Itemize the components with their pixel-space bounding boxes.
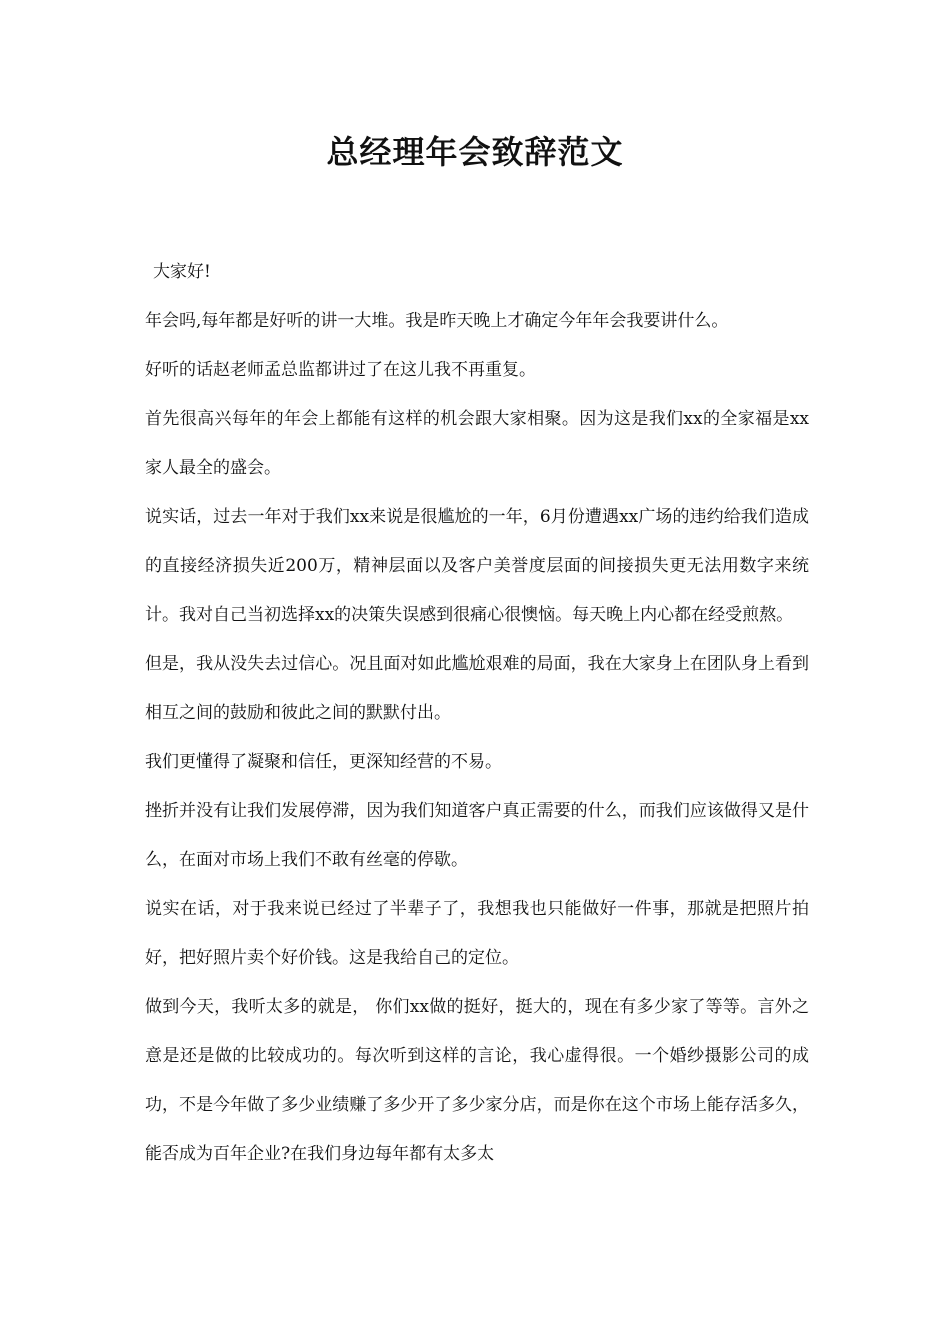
paragraph-1: 年会吗,每年都是好听的讲一大堆。我是昨天晚上才确定今年年会我要讲什么。: [145, 311, 729, 331]
paragraph-3: 首先很高兴每年的年会上都能有这样的机会跟大家相聚。因为这是我们xx的全家福是xx家人最全的盛会。: [145, 409, 809, 478]
paragraph-7: 挫折并没有让我们发展停滞，因为我们知道客户真正需要的什么，而我们应该做得又是什么，在面对市场上我们不敢有丝毫的停歇。: [145, 801, 809, 870]
paragraph-5: 但是，我从没失去过信心。况且面对如此尴尬艰难的局面，我在大家身上在团队身上看到相互之间的鼓励和彼此之间的默默付出。: [145, 654, 809, 723]
paragraph-2: 好听的话赵老师孟总监都讲过了在这儿我不再重复。: [145, 360, 536, 380]
document-body: [145, 248, 809, 1179]
paragraph-4: 说实话，过去一年对于我们xx来说是很尴尬的一年，6月份遭遇xx广场的违约给我们造成的直接经济损失近200万，精神层面以及客户美誉度层面的间接损失更无法用数字来统计。我对自己当初选择xx的决策失误感到很痛心很懊恼。每天晚上内心都在经受煎熬。: [145, 507, 809, 625]
paragraph-6: 我们更懂得了凝聚和信任，更深知经营的不易。: [145, 752, 502, 772]
document-title: 总经理年会致辞范文: [326, 133, 624, 171]
greeting: 大家好!: [153, 262, 211, 282]
paragraph-9: 做到今天，我听太多的就是， 你们xx做的挺好，挺大的，现在有多少家了等等。言外之意是还是做的比较成功的。每次听到这样的言论，我心虚得很。一个婚纱摄影公司的成功，不是今年做了多少业绩赚了多少开了多少家分店，而是你在这个市场上能存活多久，能否成为百年企业?在我们身边每年都有太多太: [145, 997, 809, 1164]
paragraph-8: 说实在话，对于我来说已经过了半辈子了，我想我也只能做好一件事，那就是把照片拍好，把好照片卖个好价钱。这是我给自己的定位。: [145, 899, 809, 968]
